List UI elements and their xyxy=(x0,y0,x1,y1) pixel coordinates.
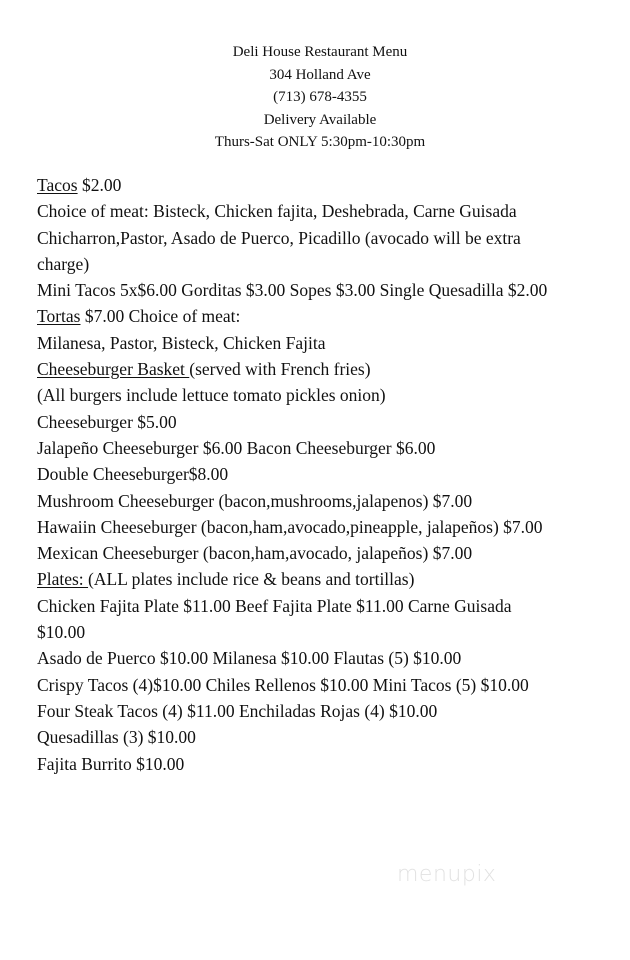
tacos-heading: Tacos xyxy=(37,175,78,195)
tortas-meats-line: Milanesa, Pastor, Bisteck, Chicken Fajita xyxy=(37,332,326,353)
burger-item: Hawaiin Cheeseburger (bacon,ham,avocado,pineapple, jalapeños) $7.00 xyxy=(37,516,543,537)
tacos-meat-line: Chicharron,Pastor, Asado de Puerco, Picadillo (avocado will be extra xyxy=(37,227,521,248)
restaurant-address: 304 Holland Ave xyxy=(269,66,371,83)
burger-item: Jalapeño Cheeseburger $6.00 Bacon Cheeseburger $6.00 xyxy=(37,437,436,458)
burger-item: Mexican Cheeseburger (bacon,ham,avocado, jalapeños) $7.00 xyxy=(37,543,473,564)
plate-item: Crispy Tacos (4)$10.00 Chiles Rellenos $10.00 Mini Tacos (5) $10.00 xyxy=(37,674,529,695)
burger-basket-details: (served with French fries) xyxy=(189,359,371,380)
small-items-line: Mini Tacos 5x$6.00 Gorditas $3.00 Sopes $3.00 Single Quesadilla $2.00 xyxy=(37,280,548,301)
tacos-meat-line: charge) xyxy=(37,253,90,274)
tortas-line xyxy=(37,303,623,329)
burger-basket-heading: Cheeseburger Basket xyxy=(37,359,190,380)
menu-body xyxy=(37,172,623,777)
burger-note-line: (All burgers include lettuce tomato pickles onion) xyxy=(37,385,386,406)
tacos-line xyxy=(37,172,623,198)
opening-hours: Thurs-Sat ONLY 5:30pm-10:30pm xyxy=(214,134,426,150)
delivery-note: Delivery Available xyxy=(263,111,377,128)
restaurant-name: Deli House Restaurant Menu xyxy=(232,44,408,60)
plate-item: Fajita Burrito $10.00 xyxy=(37,753,185,774)
plates-heading: Plates: xyxy=(37,569,89,590)
burger-item: Mushroom Cheeseburger (bacon,mushrooms,jalapenos) $7.00 xyxy=(37,490,473,511)
plates-details: (ALL plates include rice & beans and tortillas) xyxy=(88,569,415,590)
tortas-heading: Tortas xyxy=(37,306,81,327)
plate-item: Asado de Puerco $10.00 Milanesa $10.00 Flautas (5) $10.00 xyxy=(37,648,462,669)
plate-item: $10.00 xyxy=(37,622,86,643)
plates-line xyxy=(37,566,623,592)
burger-item: Double Cheeseburger$8.00 xyxy=(37,464,229,485)
menupix-watermark: menupix xyxy=(397,862,497,887)
burger-basket-line xyxy=(37,356,623,382)
tacos-meat-line: Choice of meat: Bisteck, Chicken fajita, Deshebrada, Carne Guisada xyxy=(37,201,517,222)
restaurant-phone: (713) 678-4355 xyxy=(273,89,367,105)
plate-item: Chicken Fajita Plate $11.00 Beef Fajita Plate $11.00 Carne Guisada xyxy=(37,595,512,616)
tacos-price: $2.00 xyxy=(77,175,122,195)
plate-item: Four Steak Tacos (4) $11.00 Enchiladas Rojas (4) $10.00 xyxy=(37,700,438,721)
tortas-details: $7.00 Choice of meat: xyxy=(80,306,241,327)
burger-item: Cheeseburger $5.00 xyxy=(37,411,177,432)
menu-header xyxy=(0,41,630,154)
plate-item: Quesadillas (3) $10.00 xyxy=(37,727,196,748)
